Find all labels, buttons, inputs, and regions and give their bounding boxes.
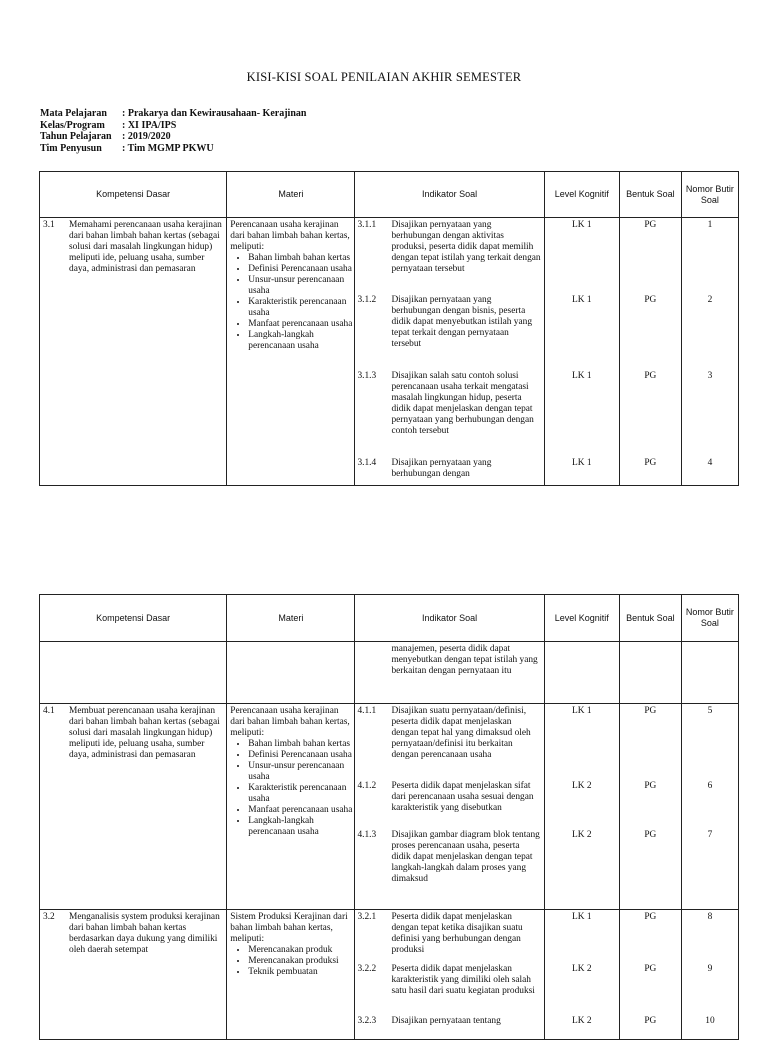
indikator-item: 4.1.2 Peserta didik dapat menjelaskan sifat dari perencanaan usaha sesuai dengan karakteristik yang disebutkan <box>357 781 534 813</box>
list-item: • Unsur-unsur perencanaan usaha <box>248 761 352 783</box>
meta-row-subject: Mata Pelajaran : Prakarya dan Kewirausahaan- Kerajinan <box>40 108 307 119</box>
bentuk-cell: PG PG PG <box>619 910 681 1040</box>
table-header-row <box>40 172 739 218</box>
indikator-cell <box>355 704 544 910</box>
header-nomor: Nomor Butir Soal <box>681 172 738 218</box>
materi-list <box>230 945 352 978</box>
indikator-item: 3.2.3 Disajikan pernyataan tentang <box>357 1016 501 1026</box>
header-level: Level Kognitif <box>544 595 619 642</box>
header-materi: Materi <box>227 595 355 642</box>
kd-cell: 3.1 Memahami perencanaan usaha kerajinan dari bahan limbah bahan kertas (sebagai solusi dari masalah lingkungan hidup) meliputi ide, peluang usaha, sumber daya, administrasi dan pemasaran <box>40 218 227 486</box>
header-kompetensi-dasar: Kompetensi Dasar <box>40 595 227 642</box>
grid-table-page1 <box>39 171 739 486</box>
list-item: • Langkah-langkah perencanaan usaha <box>248 330 352 352</box>
header-indikator: Indikator Soal <box>355 595 544 642</box>
level-cell: LK 1 LK 1 LK 1 LK 1 <box>544 218 619 486</box>
level-cell: LK 1 LK 2 LK 2 <box>544 704 619 910</box>
indikator-cell: manajemen, peserta didik dapat menyebutkan dengan tepat istilah yang berkaitan dengan pernyataan itu <box>355 642 544 704</box>
list-item: • Karakteristik perencanaan usaha <box>248 297 352 319</box>
list-item: • Karakteristik perencanaan usaha <box>248 783 352 805</box>
list-item: • Merencanakan produksi <box>248 956 352 967</box>
list-item: • Definisi Perencanaan usaha <box>248 264 352 275</box>
indikator-item: 3.2.2 Peserta didik dapat menjelaskan karakteristik yang dimiliki oleh salah satu hasil dari suatu kegiatan produksi <box>357 964 535 996</box>
indikator-item: 4.1.3 Disajikan gambar diagram blok tentang proses perencanaan usaha, peserta didik dapat menjelaskan dengan tepat langkah-langkah dalam proses yang dimaksud <box>357 830 540 884</box>
nomor-cell: 5 6 7 <box>681 704 738 910</box>
document-title: KISI-KISI SOAL PENILAIAN AKHIR SEMESTER <box>246 70 522 84</box>
table-row-continuation <box>40 642 739 704</box>
kd-cell: 4.1 Membuat perencanaan usaha kerajinan dari bahan limbah bahan kertas (sebagai solusi dari masalah lingkungan hidup) meliputi ide, peluang usaha, sumber daya, administrasi dan pemasaran <box>40 704 227 910</box>
table-row <box>40 910 739 1040</box>
materi-cell: Perencanaan usaha kerajinan dari bahan limbah bahan kertas, meliputi: • Bahan limbah bahan kertas • Definisi Perencanaan usaha • Unsur-unsur perencanaan usaha • Karakteristik perencanaan usaha • Manfaat perencanaan usaha • Langkah-langkah perencanaan usaha <box>227 704 355 910</box>
level-cell: LK 1 LK 2 LK 2 <box>544 910 619 1040</box>
list-item: • Teknik pembuatan <box>248 967 352 978</box>
document-meta <box>40 108 306 154</box>
materi-list <box>230 739 352 838</box>
indikator-cell <box>355 910 544 1040</box>
list-item: • Unsur-unsur perencanaan usaha <box>248 275 352 297</box>
grid-table-page2 <box>39 594 739 1040</box>
materi-cell: Sistem Produksi Kerajinan dari bahan limbah bahan kertas, meliputi: • Merencanakan produk • Merencanakan produksi • Teknik pembuatan <box>227 910 355 1040</box>
table-header-row <box>40 595 739 642</box>
bentuk-cell: PG PG PG <box>619 704 681 910</box>
header-nomor: Nomor Butir Soal <box>681 595 738 642</box>
indikator-cell <box>355 218 544 486</box>
header-level: Level Kognitif <box>544 172 619 218</box>
list-item: • Manfaat perencanaan usaha <box>248 805 352 816</box>
table-row <box>40 218 739 486</box>
list-item: • Manfaat perencanaan usaha <box>248 319 352 330</box>
list-item: • Definisi Perencanaan usaha <box>248 750 352 761</box>
materi-list <box>230 253 352 352</box>
header-bentuk: Bentuk Soal <box>619 172 681 218</box>
indikator-item: 3.2.1 Peserta didik dapat menjelaskan dengan tepat ketika disajikan suatu definisi yang berhubungan dengan produksi <box>357 912 523 955</box>
list-item: • Merencanakan produk <box>248 945 352 956</box>
list-item: • Bahan limbah bahan kertas <box>248 253 352 264</box>
indikator-item: 3.1.2 Disajikan pernyataan yang berhubungan dengan bisnis, peserta didik dapat menyebutkan istilah yang tepat terkait dengan pernyataan tersebut <box>357 295 533 349</box>
table-row <box>40 704 739 910</box>
indikator-item: 3.1.4 Disajikan pernyataan yang berhubungan dengan <box>357 458 492 479</box>
kd-cell: 3.2 Menganalisis system produksi kerajinan dari bahan limbah bahan kertas berdasarkan daya dukung yang dimiliki oleh daerah setempat <box>40 910 227 1040</box>
indikator-item: 4.1.1 Disajikan suatu pernyataan/definisi, peserta didik dapat menjelaskan dengan tepat hal yang dimaksud oleh pernyataan/definisi itu berkaitan dengan perencanaan usaha <box>357 706 531 760</box>
nomor-cell: 8 9 10 <box>681 910 738 1040</box>
meta-row-class: Kelas/Program : XI IPA/IPS <box>40 119 177 131</box>
list-item: • Langkah-langkah perencanaan usaha <box>248 816 352 838</box>
meta-row-team: Tim Penyusun : Tim MGMP PKWU <box>40 142 214 154</box>
bentuk-cell: PG PG PG PG <box>619 218 681 486</box>
header-indikator: Indikator Soal <box>355 172 544 218</box>
meta-row-year: Tahun Pelajaran : 2019/2020 <box>40 131 171 142</box>
nomor-cell: 1 2 3 4 <box>681 218 738 486</box>
header-kompetensi-dasar: Kompetensi Dasar <box>40 172 227 218</box>
header-materi: Materi <box>227 172 355 218</box>
indikator-item: 3.1.1 Disajikan pernyataan yang berhubungan dengan aktivitas produksi, peserta didik dapat memilih dengan tepat istilah yang terkait dengan pernyataan tersebut <box>357 220 541 274</box>
list-item: • Bahan limbah bahan kertas <box>248 739 352 750</box>
indikator-item: 3.1.3 Disajikan salah satu contoh solusi perencanaan usaha terkait mengatasi masalah lingkungan hidup, peserta didik dapat menjelaskan dengan tepat pernyataan yang berhubungan dengan contoh tersebut <box>357 371 534 436</box>
header-bentuk: Bentuk Soal <box>619 595 681 642</box>
materi-cell: Perencanaan usaha kerajinan dari bahan limbah bahan kertas, meliputi: • Bahan limbah bahan kertas • Definisi Perencanaan usaha • Unsur-unsur perencanaan usaha • Karakteristik perencanaan usaha • Manfaat perencanaan usaha • Langkah-langkah perencanaan usaha <box>227 218 355 486</box>
